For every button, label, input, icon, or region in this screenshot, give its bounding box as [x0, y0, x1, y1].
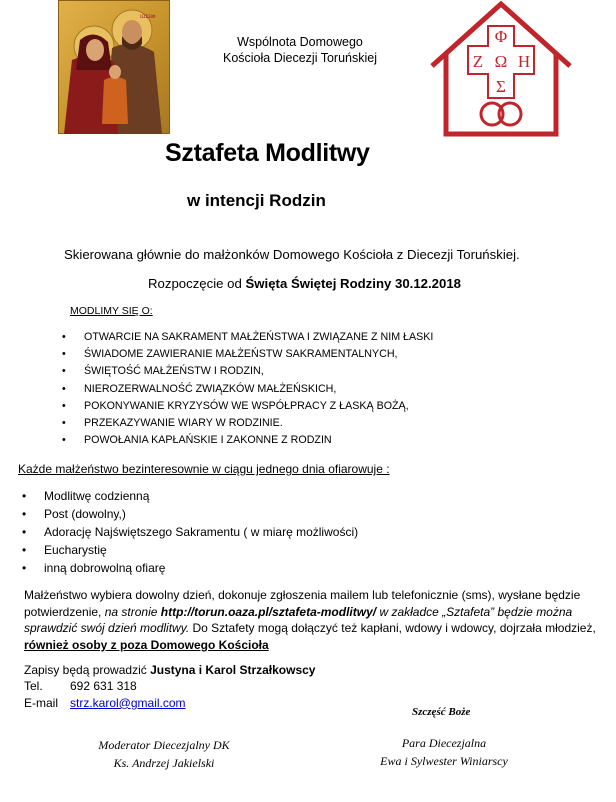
signature-diocesan-couple [340, 734, 548, 770]
page-title: Sztafeta Modlitwy [165, 139, 370, 167]
logo-letter-top: Φ [494, 27, 508, 46]
signature-moderator [68, 736, 260, 772]
intentions-list [62, 329, 433, 449]
logo-letter-right: Η [517, 52, 531, 71]
start-date: Święta Świętej Rodziny 30.12.2018 [245, 276, 461, 291]
list-item: • Adorację Najświętszego Sakramentu ( w miarę możliwości) [22, 523, 358, 541]
signature-right-role: Para Diecezjalna [401, 736, 487, 750]
signup-prefix: Zapisy będą prowadzić [24, 663, 151, 677]
list-item: • OTWARCIE NA SAKRAMENT MAŁŻEŃSTWA I ZWIĄZANE Z NIM ŁASKI [62, 329, 433, 346]
para-text-6: również osoby z poza Domowego Kościoła [24, 637, 269, 652]
list-item: • ŚWIADOME ZAWIERANIE MAŁŻEŃSTW SAKRAMENTALNYCH, [62, 346, 433, 363]
list-item: • Modlitwę codzienną [22, 487, 358, 505]
email-label: E-mail [24, 695, 59, 710]
phone-line [24, 678, 315, 694]
list-item: • inną dobrowolną ofiarę [22, 559, 358, 577]
instructions-paragraph [24, 587, 596, 653]
blessing: Szczęść Boże [412, 706, 471, 718]
organization-name [200, 34, 400, 66]
list-item: • NIEROZERWALNOŚĆ ZWIĄZKÓW MAŁŻEŃSKICH, [62, 381, 433, 398]
list-item: • Post (dowolny,) [22, 505, 358, 523]
start-line [148, 276, 461, 291]
offerings-heading: Każde małżeństwo bezinteresownie w ciągu jednego dnia ofiarowuje : [18, 462, 390, 476]
holy-family-icon [58, 0, 170, 134]
start-prefix: Rozpoczęcie od [148, 276, 246, 291]
signup-names: Justyna i Karol Strzałkowscy [150, 663, 316, 677]
website-link[interactable]: http://torun.oaza.pl/sztafeta-modlitwy/ [160, 604, 377, 619]
audience-line: Skierowana głównie do małżonków Domowego Kościoła z Diecezji Toruńskiej. [64, 247, 520, 262]
phone-value: 692 631 318 [70, 679, 137, 694]
signature-right-name: Ewa i Sylwester Winiarscy [380, 754, 508, 768]
list-item: • POWOŁANIA KAPŁAŃSKIE I ZAKONNE Z RODZIN [62, 432, 433, 449]
para-text-1: Małżeństwo wybiera dowolny dzień, dokonuje zgłoszenia mailem lub telefonicznie (sms), wysłane będzie potwierdzenie, [24, 588, 581, 619]
list-item: • PRZEKAZYWANIE WIARY W RODZINIE. [62, 415, 433, 432]
para-text-5: Do Sztafety mogą dołączyć też kapłani, wdowy i wdowcy, dojrzała młodzież, [189, 621, 596, 636]
domestic-church-logo [428, 0, 574, 138]
signature-left-role: Moderator Diecezjalny DK [98, 738, 230, 752]
para-text-2: na stronie [104, 604, 161, 619]
signup-line [24, 662, 315, 678]
logo-letter-center: Ω [494, 52, 508, 71]
org-line-2: Kościoła Diecezji Toruńskiej [222, 51, 377, 65]
intentions-heading: MODLIMY SIĘ O: [70, 305, 153, 317]
email-line [24, 695, 315, 711]
email-link[interactable]: strz.karol@gmail.com [70, 695, 186, 710]
signature-left-name: Ks. Andrzej Jakielski [113, 756, 215, 770]
logo-letter-bottom: Σ [496, 77, 506, 96]
contacts-block [24, 662, 315, 711]
page-subtitle: w intencji Rodzin [187, 191, 326, 210]
list-item: • POKONYWANIE KRYZYSÓW WE WSPÓŁPRACY Z ŁASKĄ BOŻĄ, [62, 398, 433, 415]
svg-text:ΙΩΣΗΦ: ΙΩΣΗΦ [140, 15, 156, 20]
list-item: • ŚWIĘTOŚĆ MAŁŻEŃSTW I RODZIN, [62, 363, 433, 380]
org-line-1: Wspólnota Domowego [237, 35, 363, 49]
logo-letter-left: Ζ [472, 52, 484, 71]
para-text-4: w zakładce „Sztafeta” będzie można sprawdzić swój dzień modlitwy. [24, 604, 573, 636]
offerings-list [22, 487, 358, 577]
phone-label: Tel. [24, 679, 43, 694]
list-item: • Eucharystię [22, 541, 358, 559]
